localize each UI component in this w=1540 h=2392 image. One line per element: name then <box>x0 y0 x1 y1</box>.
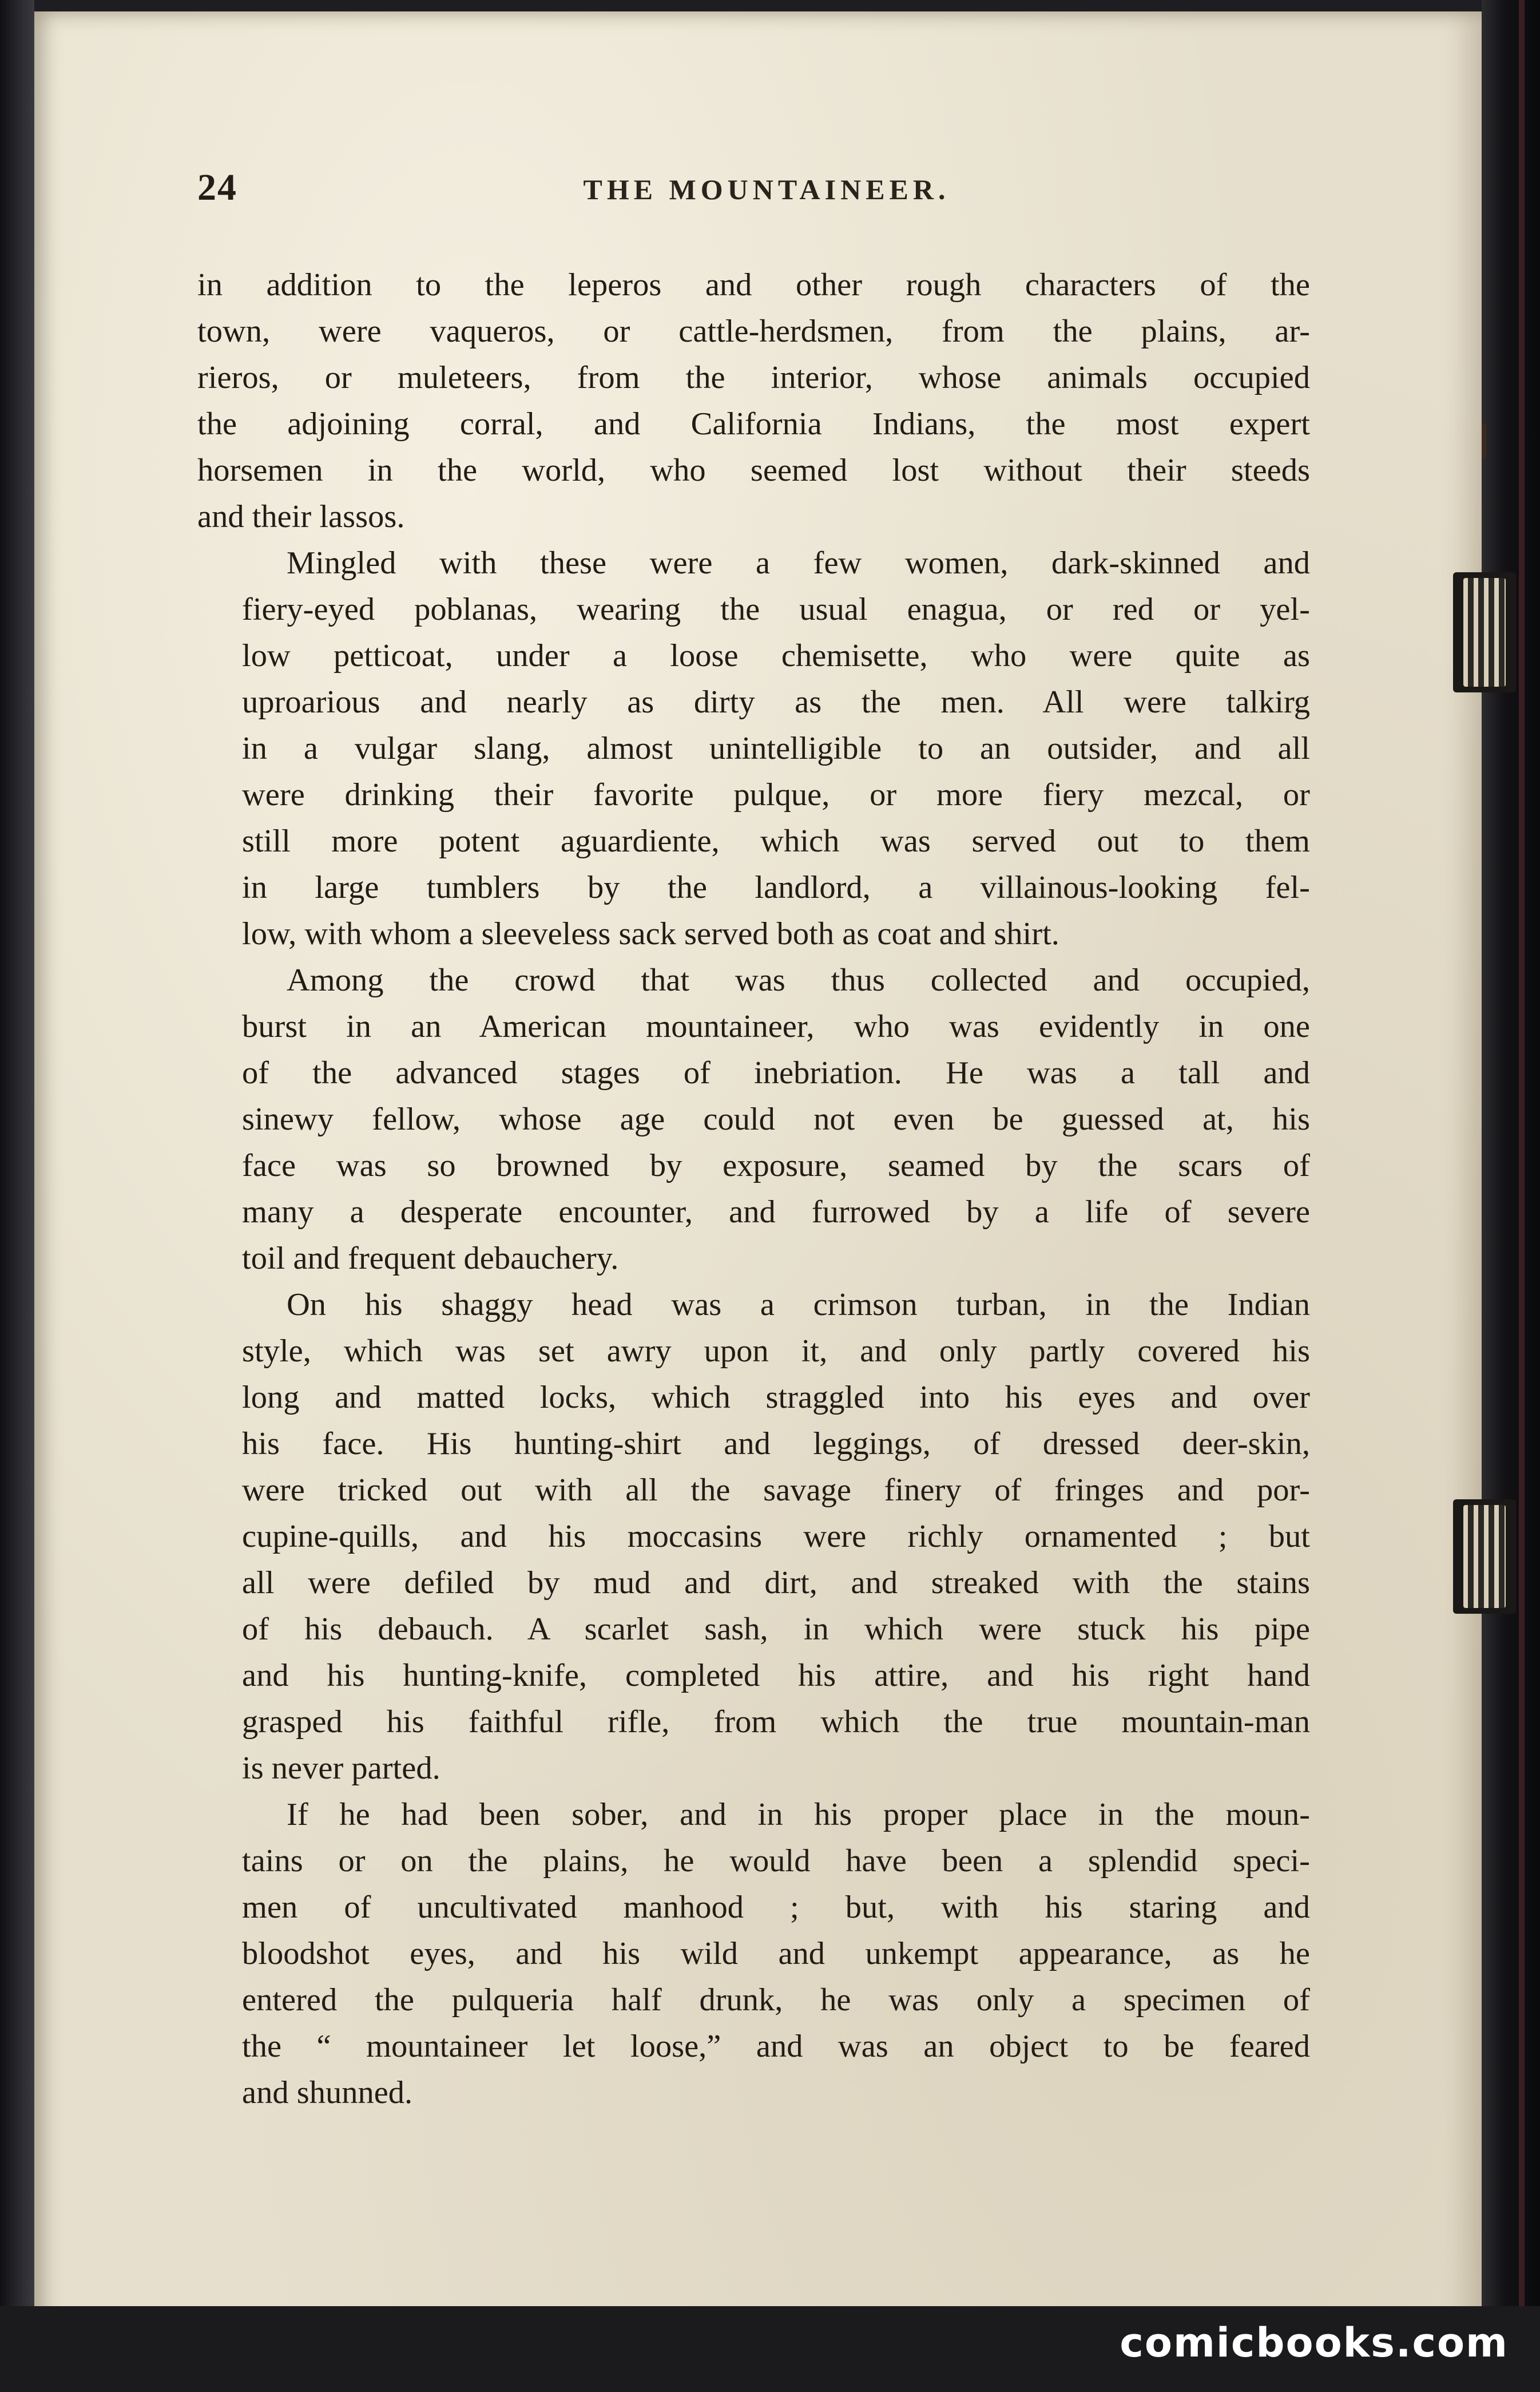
text-line: uproarious and nearly as dirty as the men. All were talkirg <box>242 684 1310 720</box>
text-line-last: and shunned. <box>242 2075 413 2110</box>
text-line: and his hunting-knife, completed his attire, and his right hand <box>242 1658 1310 1693</box>
watermark-bar <box>0 2306 1540 2392</box>
text-line: Mingled with these were a few women, dark-skinned and <box>287 545 1310 581</box>
text-line: On his shaggy head was a crimson turban, in the Indian <box>287 1287 1310 1322</box>
text-line: long and matted locks, which straggled into his eyes and over <box>242 1380 1310 1415</box>
text-line: many a desperate encounter, and furrowed by a life of severe <box>242 1194 1310 1230</box>
margin-mark <box>1482 423 1486 458</box>
text-line: all were defiled by mud and dirt, and streaked with the stains <box>242 1565 1310 1601</box>
watermark-text: comicbooks.com <box>1120 2319 1509 2366</box>
text-line: grasped his faithful rifle, from which the true mountain-man <box>242 1704 1310 1740</box>
text-line: men of uncultivated manhood ; but, with his staring and <box>242 1890 1310 1925</box>
paragraph <box>197 540 1310 957</box>
text-line: the adjoining corral, and California Indians, the most expert <box>197 406 1310 442</box>
text-line: were tricked out with all the savage finery of fringes and por- <box>242 1472 1310 1508</box>
text-line: of the advanced stages of inebriation. He was a tall and <box>242 1055 1310 1091</box>
text-line-last: is never parted. <box>242 1751 440 1786</box>
text-line: in a vulgar slang, almost unintelligible to an outsider, and all <box>242 731 1310 766</box>
text-line: still more potent aguardiente, which was served out to them <box>242 823 1310 859</box>
paragraph <box>197 262 1310 540</box>
text-line-last: low, with whom a sleeveless sack served both as coat and shirt. <box>242 916 1059 952</box>
text-line: Among the crowd that was thus collected and occupied, <box>287 963 1310 998</box>
text-line: cupine-quills, and his moccasins were richly ornamented ; but <box>242 1519 1310 1554</box>
text-line: his face. His hunting-shirt and leggings, of dressed deer-skin, <box>242 1426 1310 1462</box>
text-line: in addition to the leperos and other rough characters of the <box>197 267 1310 303</box>
text-line: style, which was set awry upon it, and only partly covered his <box>242 1333 1310 1369</box>
text-line: bloodshot eyes, and his wild and unkempt appearance, as he <box>242 1936 1310 1971</box>
left-binding-edge <box>0 0 34 2392</box>
paragraph <box>197 1792 1310 2116</box>
page-number: 24 <box>197 167 237 208</box>
book-spine <box>1482 0 1540 2392</box>
text-line: in large tumblers by the landlord, a villainous-looking fel- <box>242 870 1310 905</box>
page-header <box>197 166 1336 217</box>
text-line: entered the pulqueria half drunk, he was only a specimen of <box>242 1982 1310 2018</box>
binding-stitch-lower <box>1453 1499 1516 1614</box>
binding-stitch-upper <box>1453 572 1516 692</box>
text-line: rieros, or muleteers, from the interior, whose animals occupied <box>197 360 1310 395</box>
text-line-last: toil and frequent debauchery. <box>242 1241 619 1276</box>
text-line: of his debauch. A scarlet sash, in which were stuck his pipe <box>242 1611 1310 1647</box>
text-line: town, were vaqueros, or cattle-herdsmen, from the plains, ar- <box>197 314 1310 349</box>
text-line: sinewy fellow, whose age could not even be guessed at, his <box>242 1102 1310 1137</box>
text-line: tains or on the plains, he would have been a splendid speci- <box>242 1843 1310 1879</box>
text-line: low petticoat, under a loose chemisette, who were quite as <box>242 638 1310 674</box>
text-line-last: and their lassos. <box>197 499 405 534</box>
text-line: the “ mountaineer let loose,” and was an object to be feared <box>242 2029 1310 2064</box>
text-line: horsemen in the world, who seemed lost without their steeds <box>197 453 1310 488</box>
text-line: If he had been sober, and in his proper place in the moun- <box>287 1797 1310 1832</box>
text-line: face was so browned by exposure, seamed by the scars of <box>242 1148 1310 1183</box>
spine-thread <box>1519 0 1525 2392</box>
paragraph <box>197 1282 1310 1792</box>
body-text <box>197 262 1310 2116</box>
running-title: THE MOUNTAINEER. <box>583 173 950 205</box>
text-line: were drinking their favorite pulque, or more fiery mezcal, or <box>242 777 1310 813</box>
text-line: fiery-eyed poblanas, wearing the usual enagua, or red or yel- <box>242 592 1310 627</box>
text-line: burst in an American mountaineer, who was evidently in one <box>242 1009 1310 1044</box>
paragraph <box>197 957 1310 1282</box>
